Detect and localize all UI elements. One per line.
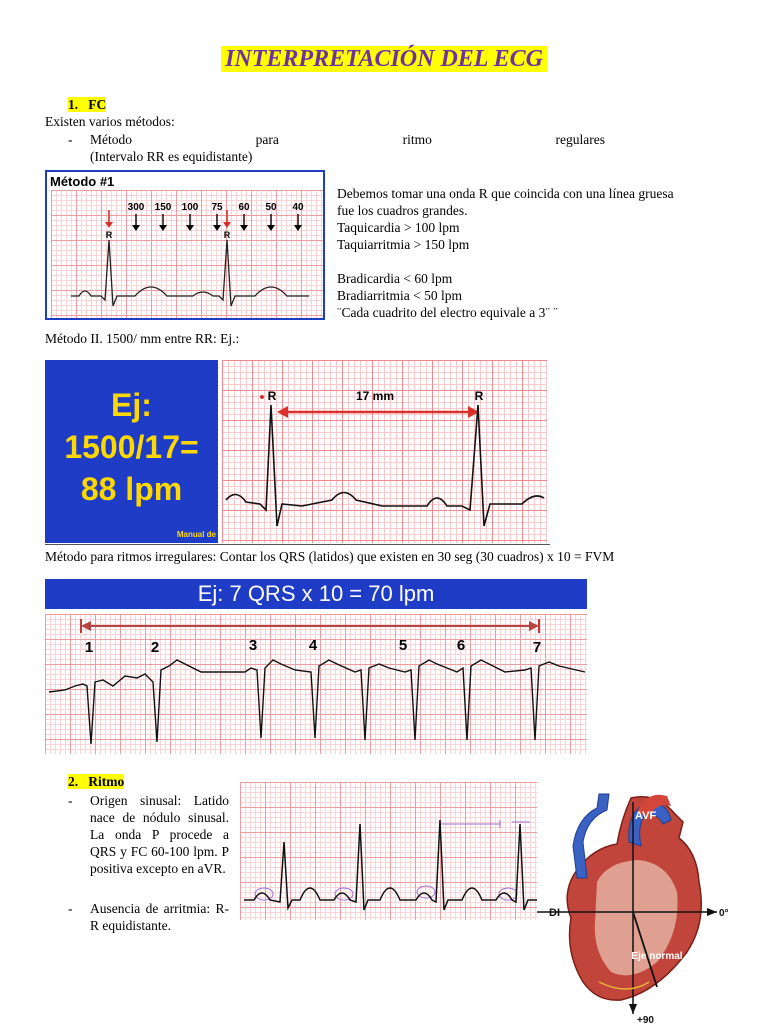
rhythm-bullet: Ausencia de arritmia: R-R equidistante. [90,901,229,933]
qrs-number: 2 [150,639,160,656]
section-1-title: FC [88,97,107,112]
section-1-number: 1. [68,97,79,112]
page-title-text: INTERPRETACIÓN DEL ECG [221,46,547,72]
method2-label: Método II. 1500/ mm entre RR: Ej.: [45,331,240,346]
irregular-ecg-grid [45,614,587,754]
criteria-line: Bradicardia < 60 lpm [337,271,453,286]
irregular-label: Método para ritmos irregulares: Contar los QRS (latidos) que existen en 30 seg (30 cuadros) x 10 = FVM [45,549,615,564]
ecg-trace [244,820,538,910]
example-line: 88 lpm [80,471,183,507]
distance-label: 17 mm [355,389,395,403]
r-label: R [267,389,277,403]
method2-ecg-grid [222,360,547,543]
ecg-trace [71,240,309,306]
method1-word: Método [90,132,132,147]
example-line: 1500/17= [64,429,199,465]
rhythm-ecg-svg [240,782,540,920]
method1-word: regulares [555,132,605,147]
example-caption: Manual de [176,530,216,539]
r-label: R [474,389,484,403]
section-2-title: Ritmo [88,774,125,789]
method1-word: para [255,132,279,147]
di-label: DI [549,907,560,919]
qrs-number: 5 [398,637,408,654]
method1-dash: - [68,132,73,147]
section-1-heading [68,96,106,113]
method1-label: Método #1 [50,174,115,189]
r-label: R [223,230,231,240]
method1-figure [45,170,325,320]
heart-axis-svg [537,782,729,1024]
method1-note: (Intervalo RR es equidistante) [90,149,253,164]
plus90-label: +90 [637,1015,654,1024]
axis-label-text: Eje normal [631,951,683,962]
method1-word: ritmo [402,132,432,147]
ecg-trace [226,405,544,526]
scale-label: 100 [181,202,199,213]
criteria-line: Taquicardia > 100 lpm [337,220,460,235]
criteria-line: Debemos tomar una onda R que coincida con una línea gruesa [337,186,674,201]
criteria-line [337,253,727,270]
qrs-number: 6 [456,637,466,654]
scale-label: 75 [211,202,223,213]
page-title [0,46,768,73]
r-label: R [105,230,113,240]
qrs-number: 4 [308,637,318,654]
example-line: Ej: [111,387,152,423]
scale-label: 40 [292,202,304,213]
bullet-dash: - [68,901,73,916]
heart-axis-figure [537,782,729,1024]
axis-label [631,951,682,962]
qrs-number: 3 [248,637,258,654]
criteria-line: Bradiarritmia < 50 lpm [337,288,462,303]
scale-label: 150 [154,202,172,213]
qrs-number: 1 [84,639,94,656]
avf-label: AVF [635,810,657,822]
method2-example-panel [45,360,218,543]
scale-label: 50 [265,202,277,213]
section-2-number: 2. [68,774,79,789]
rhythm-bullet: Origen sinusal: Latido nace de nódulo sinusal. La onda P procede a QRS y FC 60-100 lpm. P positiva excepto en aVR. [90,793,229,876]
criteria-line: ¨Cada cuadrito del electro equivale a 3¨ ¨ [337,305,558,320]
criteria-text [337,185,727,321]
irregular-banner: Ej: 7 QRS x 10 = 70 lpm [45,579,587,609]
method1-title [90,131,605,148]
rhythm-ecg-grid [240,782,540,920]
section-1-intro: Existen varios métodos: [45,114,175,129]
section-2-heading [68,773,124,790]
scale-label: 60 [238,202,250,213]
irregular-ecg-svg [45,614,587,754]
qrs-number: 7 [532,639,542,656]
criteria-line: Taquiarritmia > 150 lpm [337,237,470,252]
criteria-line: fue los cuadros grandes. [337,203,468,218]
scale-label: 300 [127,202,145,213]
method2-ecg-svg [222,360,547,543]
zero-label: 0° [719,908,729,919]
ecg-trace [49,660,585,744]
bullet-dash: - [68,793,73,808]
method1-ecg-svg [47,172,323,318]
divider [45,544,550,545]
